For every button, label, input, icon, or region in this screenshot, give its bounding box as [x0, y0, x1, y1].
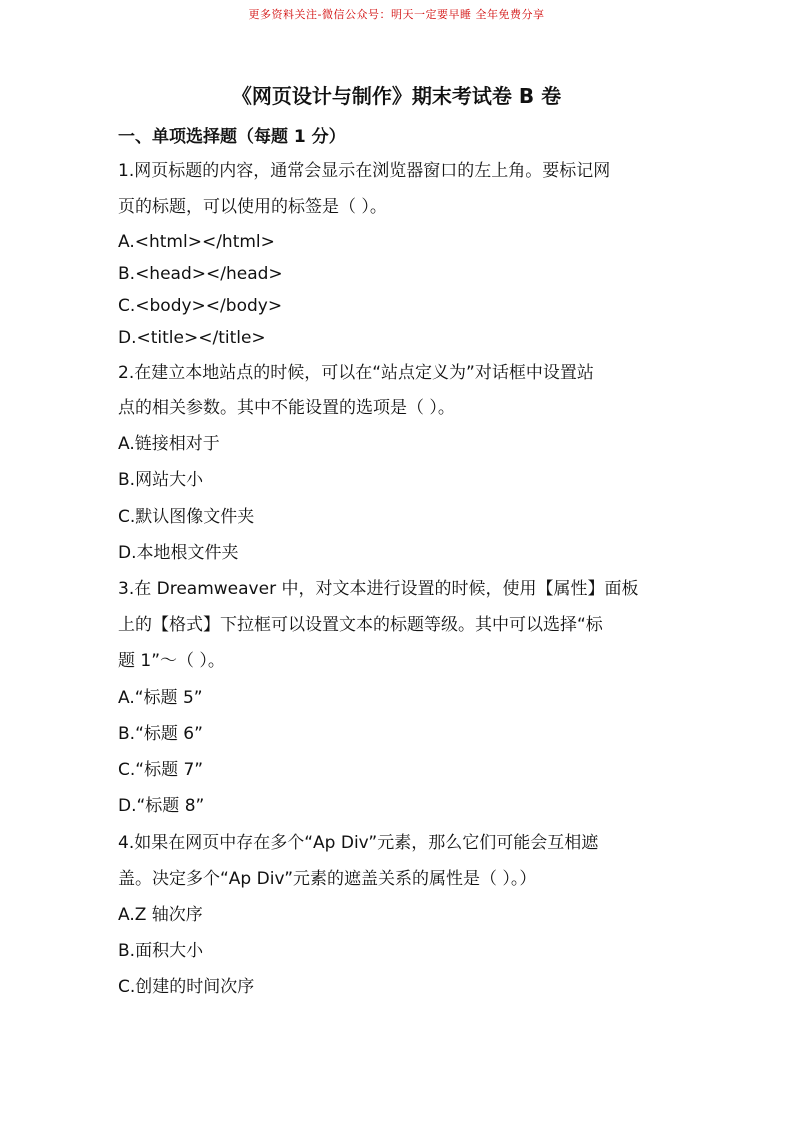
- question-2-option-a: A.链接相对于: [118, 434, 220, 454]
- question-3-stem-line-3: 题 1”～（ ）。: [118, 651, 225, 671]
- question-2-option-c: C.默认图像文件夹: [118, 507, 255, 527]
- question-2-stem-line-2: 点的相关参数。其中不能设置的选项是（ ）。: [118, 398, 455, 418]
- header-promo-note: 更多资料关注-微信公众号：明天一定要早睡 全年免费分享: [248, 8, 545, 21]
- question-1-option-c: C.<body></body>: [118, 296, 283, 316]
- question-4-option-c: C.创建的时间次序: [118, 977, 255, 997]
- question-3-stem-line-2: 上的【格式】下拉框可以设置文本的标题等级。其中可以选择“标: [118, 615, 603, 635]
- question-3-stem-line-1: 3.在 Dreamweaver 中，对文本进行设置的时候，使用【属性】面板: [118, 579, 639, 599]
- question-4-stem-line-2: 盖。决定多个“Ap Div”元素的遮盖关系的属性是（ ）。）: [118, 869, 537, 889]
- question-2-option-d: D.本地根文件夹: [118, 543, 239, 563]
- question-3-option-b: B.“标题 6”: [118, 724, 203, 744]
- question-4-option-b: B.面积大小: [118, 941, 204, 961]
- question-1-option-a: A.<html></html>: [118, 232, 275, 252]
- question-2-stem-line-1: 2.在建立本地站点的时候，可以在“站点定义为”对话框中设置站: [118, 363, 594, 383]
- question-1-option-d: D.<title></title>: [118, 328, 266, 348]
- question-3-option-c: C.“标题 7”: [118, 760, 204, 780]
- question-4-option-a: A.Z 轴次序: [118, 905, 203, 925]
- question-2-option-b: B.网站大小: [118, 470, 204, 490]
- question-1-option-b: B.<head></head>: [118, 264, 283, 284]
- question-3-option-d: D.“标题 8”: [118, 796, 205, 816]
- question-3-option-a: A.“标题 5”: [118, 688, 203, 708]
- section-heading: 一、单项选择题（每题 1 分）: [118, 127, 346, 147]
- question-1-stem-line-2: 页的标题，可以使用的标签是（ ）。: [118, 197, 387, 217]
- question-4-stem-line-1: 4.如果在网页中存在多个“Ap Div”元素，那么它们可能会互相遮: [118, 833, 599, 853]
- exam-title: 《网页设计与制作》期末考试卷 B 卷: [231, 84, 562, 108]
- question-1-stem-line-1: 1.网页标题的内容，通常会显示在浏览器窗口的左上角。要标记网: [118, 161, 611, 181]
